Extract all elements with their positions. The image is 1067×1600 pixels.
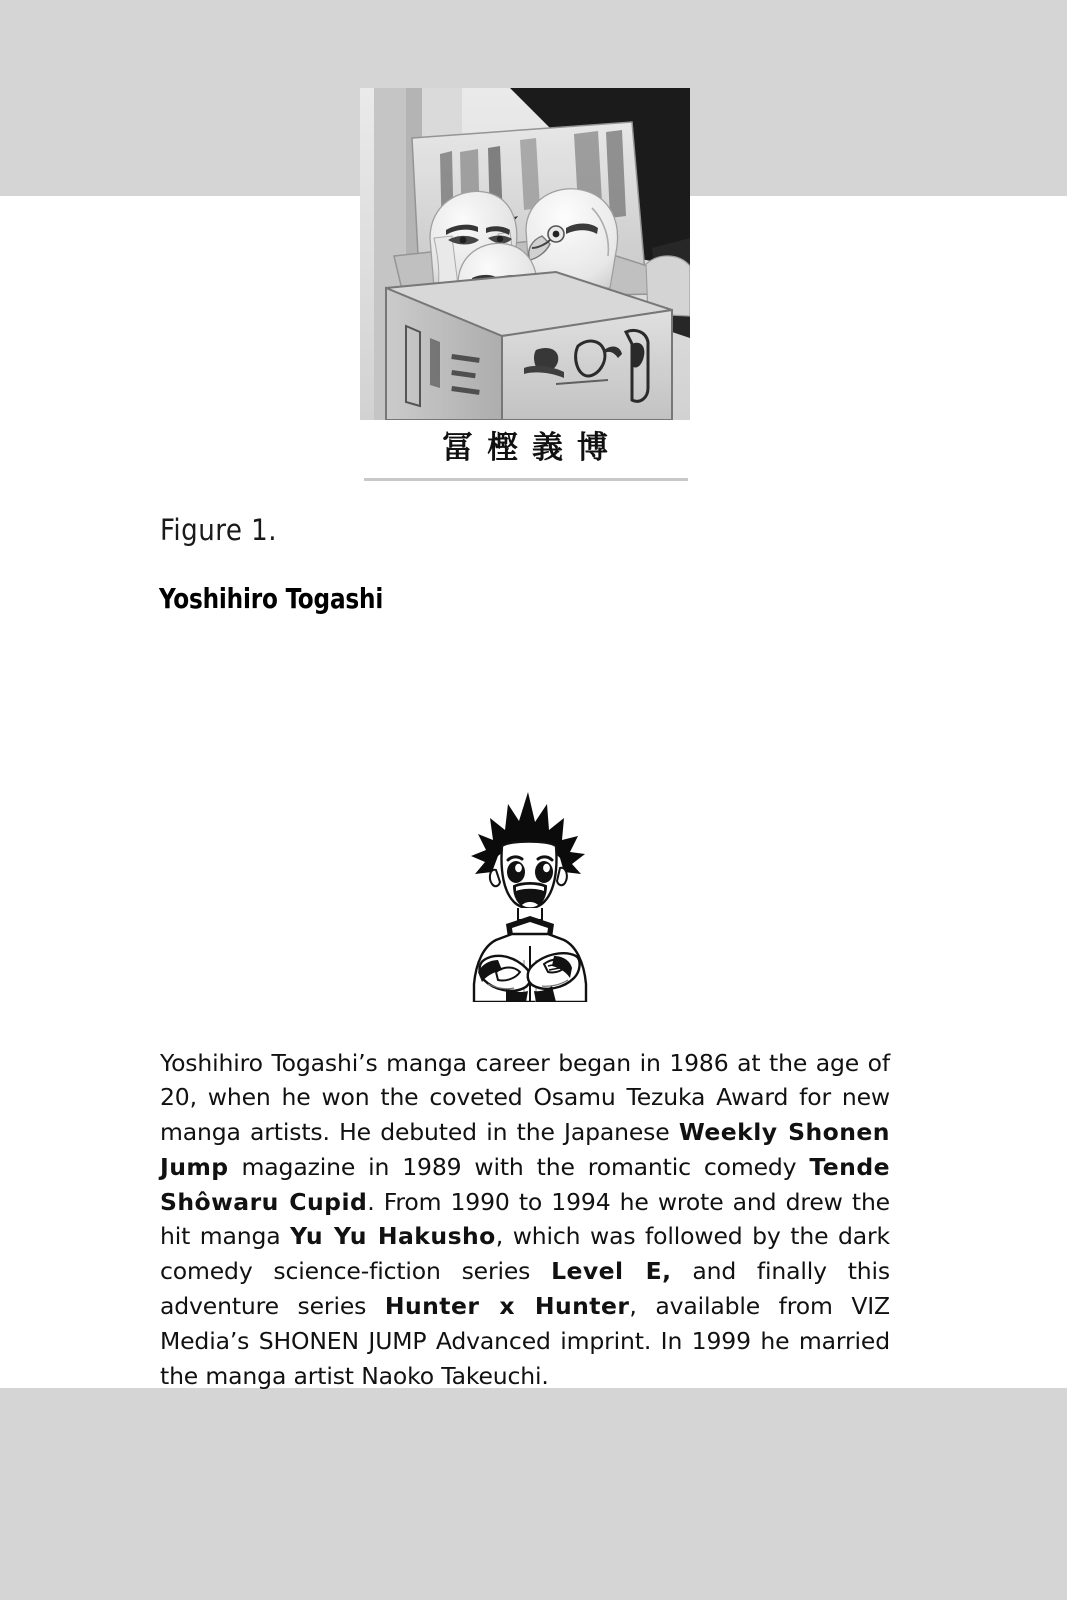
artist-biography-paragraph	[160, 1046, 890, 1394]
figure-caption-label: Figure 1.	[160, 513, 278, 547]
bio-title-emphasis: Weekly Shonen Jump	[160, 1118, 890, 1181]
bio-text-run: . From 1990 to 1994 he wrote and drew the hit manga	[160, 1187, 890, 1251]
artist-name-heading: Yoshihiro Togashi	[159, 582, 384, 615]
manga-character-illustration	[452, 788, 604, 1002]
bio-text-run: magazine in 1989 with the romantic comedy	[228, 1152, 810, 1181]
bio-text-run: Yoshihiro Togashi’s manga career began in 1986 at the age of 20, when he won the coveted Osamu Tezuka Award for new manga artists. He debuted in the Japanese	[160, 1048, 890, 1147]
bio-title-emphasis: Tende Shôwaru Cupid	[160, 1152, 890, 1216]
page-bottom-margin-band	[0, 1388, 1067, 1600]
bio-title-emphasis: Hunter x Hunter	[384, 1292, 630, 1321]
bio-title-emphasis: Level E,	[551, 1257, 672, 1286]
bio-title-emphasis: Yu Yu Hakusho	[290, 1222, 496, 1251]
figure-photograph	[360, 88, 690, 420]
artist-name-japanese: 冨樫義博	[442, 430, 622, 466]
signature-rule	[364, 478, 688, 481]
bio-text-run: and finally this adventure series	[160, 1257, 890, 1321]
bio-text-run: , which was followed by the dark comedy science-fiction series	[160, 1222, 890, 1286]
bio-text-run: , available from VIZ Media’s SHONEN JUMP Advanced imprint. In 1999 he married the manga artist Naoko Takeuchi.	[160, 1292, 890, 1390]
